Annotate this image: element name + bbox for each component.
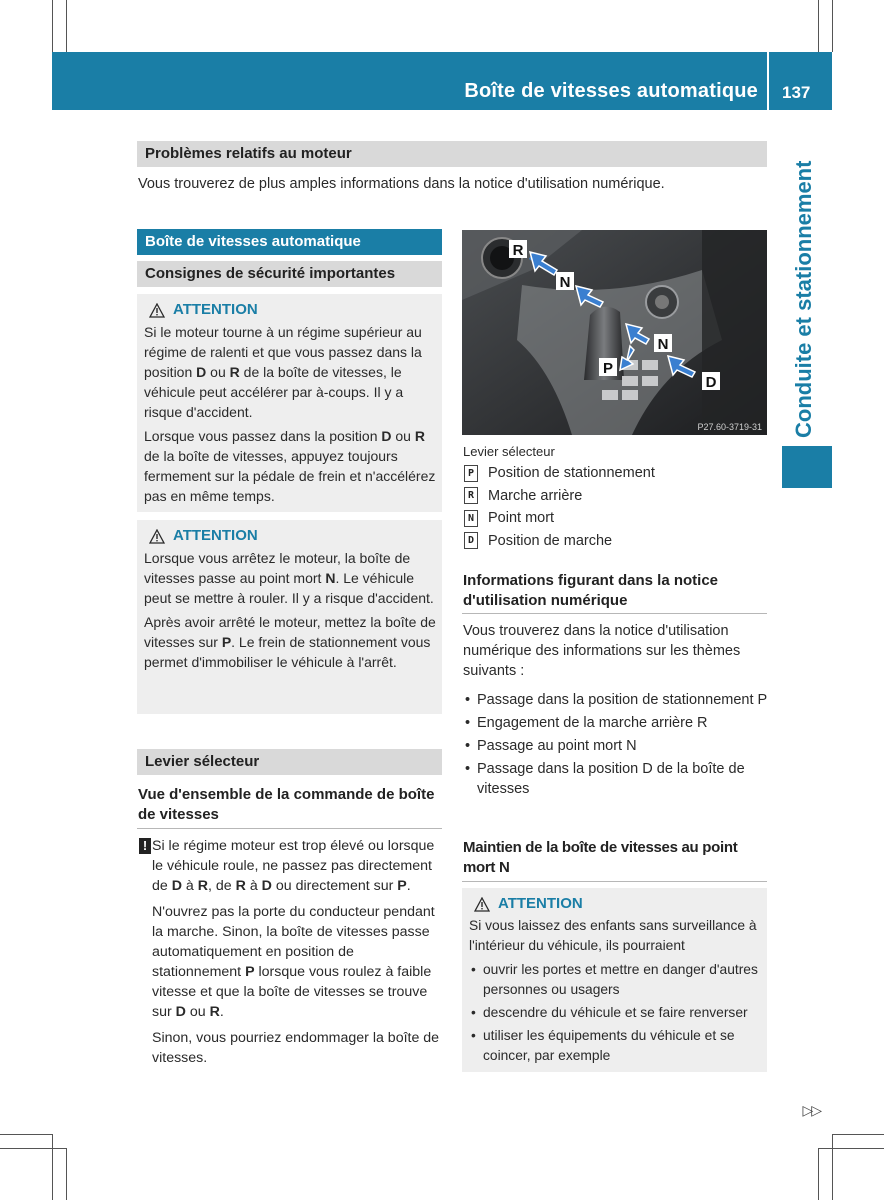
warning-header [474, 894, 761, 914]
divider [462, 613, 767, 614]
list-item: • Passage dans la position D de la boîte de vitesses [463, 759, 768, 799]
list-item: • Passage au point mort N [463, 736, 768, 756]
info-intro: Vous trouverez dans la notice d'utilisation numérique des informations sur les thèmes suivants : [463, 623, 741, 679]
crop-mark [832, 1134, 884, 1135]
crop-mark [66, 1148, 67, 1200]
info-list [463, 690, 768, 802]
figure-caption: Levier sélecteur [463, 444, 555, 459]
warning-triangle-icon [149, 529, 165, 544]
warning-header [149, 300, 436, 320]
warning1-text-1: Si le moteur tourne à un régime supérieur au régime de ralenti et que vous passez dans la position D ou R de la boîte de vitesses, le véhicule peut accélérer par à-coups. Il y a risque d'accident. [144, 324, 422, 420]
figure-label-r: R [512, 242, 524, 259]
info-heading: Informations figurant dans la notice d'utilisation numérique [463, 572, 719, 609]
chapter-tab-label: Conduite et stationnement [791, 160, 816, 438]
key-p-icon: P [464, 465, 478, 482]
list-item: • ouvrir les portes et mettre en danger d'autres personnes ou usagers [469, 960, 761, 1000]
selector-lever-figure [462, 230, 767, 435]
list-item: • utiliser les équipements du véhicule et se coincer, par exemple [469, 1026, 761, 1066]
figure-label-n: N [559, 274, 571, 291]
list-item: • Engagement de la marche arrière R [463, 713, 768, 733]
gear-legend [464, 462, 764, 552]
warning3-intro: Si vous laissez des enfants sans surveillance à l'intérieur du véhicule, ils pourraient [469, 918, 757, 953]
key-d-icon: D [464, 532, 478, 549]
figure-label-d: D [705, 374, 717, 391]
figure-label-n2: N [657, 336, 669, 353]
page-number: 137 [782, 83, 811, 102]
divider [137, 828, 442, 829]
legend-item: D Position de marche [464, 530, 764, 553]
figure-code: P27.60-3719-31 [697, 422, 762, 432]
selector-heading: Levier sélecteur [137, 749, 442, 775]
key-r-icon: R [464, 487, 478, 504]
warning-box-1 [137, 294, 442, 512]
continue-arrows-icon: ▷▷ [802, 1102, 820, 1118]
legend-item: N Point mort [464, 507, 764, 530]
key-n-icon: N [464, 510, 478, 527]
page-title: Boîte de vitesses automatique [464, 80, 758, 102]
crop-mark [52, 1134, 53, 1200]
crop-mark [66, 0, 67, 52]
warning-triangle-icon [149, 303, 165, 318]
warning2-text-2: Après avoir arrêté le moteur, mettez la boîte de vitesses sur P. Le frein de stationnement vous permet d'immobiliser le véhicule à l'arrêt. [144, 614, 436, 670]
chapter-tab-marker [782, 446, 832, 488]
divider [462, 881, 767, 882]
gear-selector-photo [462, 230, 767, 435]
crop-mark [818, 1148, 884, 1149]
crop-mark [832, 0, 833, 52]
warning-triangle-icon [474, 897, 490, 912]
notice-exclamation-icon: ! [139, 838, 151, 854]
legend-item: P Position de stationnement [464, 462, 764, 485]
section-title-transmission: Boîte de vitesses automatique [137, 229, 442, 255]
header-divider [767, 52, 769, 110]
safety-heading: Consignes de sécurité importantes [137, 261, 442, 287]
crop-mark [0, 1134, 52, 1135]
engine-problems-text: Vous trouverez de plus amples informations dans la notice d'utilisation numérique. [138, 176, 665, 192]
crop-mark [832, 1134, 833, 1200]
crop-mark [818, 0, 819, 52]
crop-mark [818, 1148, 819, 1200]
neutral-heading: Maintien de la boîte de vitesses au point mort N [463, 839, 738, 876]
figure-label-p: P [602, 360, 614, 377]
crop-mark [52, 0, 53, 52]
warning3-list [469, 960, 761, 1066]
warning2-text-1: Lorsque vous arrêtez le moteur, la boîte de vitesses passe au point mort N. Le véhicule peut se mettre à rouler. Il y a risque d'accident. [144, 550, 434, 606]
warning-box-2 [137, 520, 442, 714]
warning-header [149, 526, 436, 546]
notice-text-3: Sinon, vous pourriez endommager la boîte de vitesses. [152, 1030, 440, 1066]
list-item: • descendre du véhicule et se faire renverser [469, 1003, 761, 1023]
list-item: • Passage dans la position de stationnement P [463, 690, 768, 710]
warning-label: ATTENTION [173, 527, 258, 544]
warning-label: ATTENTION [498, 895, 583, 912]
engine-problems-heading: Problèmes relatifs au moteur [137, 141, 767, 167]
warning1-text-2: Lorsque vous passez dans la position D ou R de la boîte de vitesses, appuyez toujours fermement sur la pédale de frein et n'accélérez pas en même temps. [144, 428, 436, 504]
warning-label: ATTENTION [173, 301, 258, 318]
notice-block [138, 836, 442, 1068]
notice-text-2: N'ouvrez pas la porte du conducteur pendant la marche. Sinon, la boîte de vitesses passe automatiquement en position de stationnement P lorsque vous roulez à faible vitesse et que la boîte de vitesses se trouve sur D ou R. [152, 904, 435, 1020]
crop-mark [0, 1148, 66, 1149]
legend-item: R Marche arrière [464, 485, 764, 508]
overview-heading: Vue d'ensemble de la commande de boîte de vitesses [138, 786, 435, 823]
notice-text-1: Si le régime moteur est trop élevé ou lorsque le véhicule roule, ne passez pas directement de D à R, de R à D ou directement sur P. [152, 838, 435, 894]
warning-box-3 [462, 888, 767, 1072]
